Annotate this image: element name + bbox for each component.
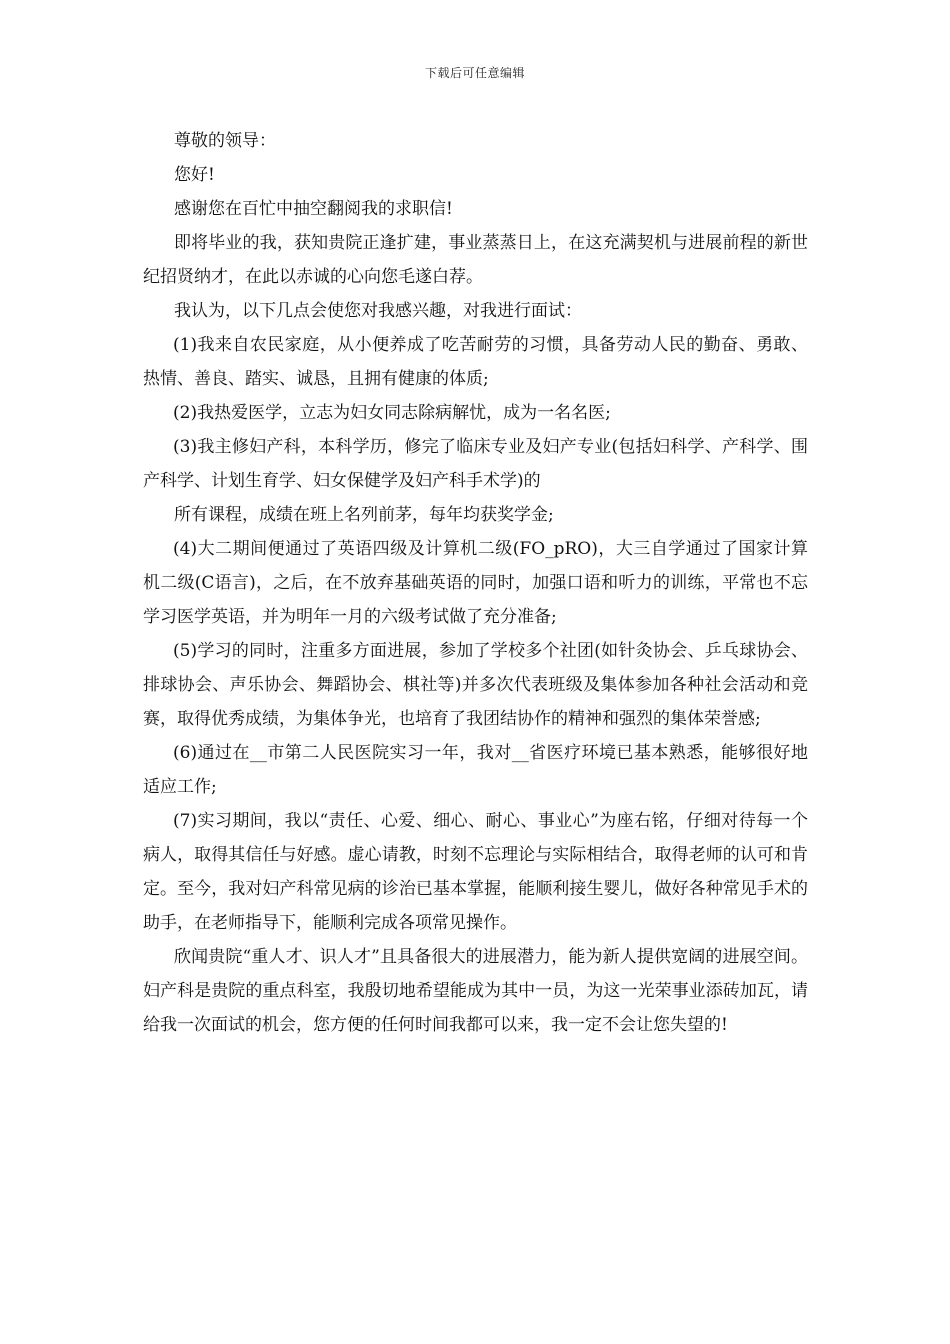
point-6: (6)通过在__市第二人民医院实习一年，我对__省医疗环境已基本熟悉，能够很好地适应工作;	[143, 743, 808, 797]
letter-body	[143, 124, 808, 1042]
point-3-continued: 所有课程，成绩在班上名列前茅，每年均获奖学金;	[174, 505, 554, 525]
point-4: (4)大二期间便通过了英语四级及计算机二级(FO_pRO)，大三自学通过了国家计算机二级(C语言)，之后，在不放弃基础英语的同时，加强口语和听力的训练，平常也不忘学习医学英语，并为明年一月的六级考试做了充分准备;	[143, 539, 808, 627]
point-2: (2)我热爱医学，立志为妇女同志除病解忧，成为一名名医;	[173, 403, 611, 423]
closing-paragraph: 欣闻贵院“重人才、识人才”且具备很大的进展潜力，能为新人提供宽阔的进展空间。妇产科是贵院的重点科室，我殷切地希望能成为其中一员，为这一光荣事业添砖加瓦，请给我一次面试的机会，您方便的任何时间我都可以来，我一定不会让您失望的!	[143, 947, 808, 1035]
intro-paragraph: 即将毕业的我，获知贵院正逢扩建，事业蒸蒸日上，在这充满契机与进展前程的新世纪招贤纳才，在此以赤诚的心向您毛遂白荐。	[143, 233, 808, 287]
point-7: (7)实习期间，我以“责任、心爱、细心、耐心、事业心”为座右铭，仔细对待每一个病人，取得其信任与好感。虚心请教，时刻不忘理论与实际相结合，取得老师的认可和肯定。至今，我对妇产科常见病的诊治已基本掌握，能顺利接生婴儿，做好各种常见手术的助手，在老师指导下，能顺利完成各项常见操作。	[143, 811, 808, 933]
salutation: 尊敬的领导：	[174, 131, 276, 151]
lead-paragraph: 我认为，以下几点会使您对我感兴趣，对我进行面试：	[174, 301, 582, 321]
point-5: (5)学习的同时，注重多方面进展，参加了学校多个社团(如针灸协会、乒乓球协会、排球协会、声乐协会、舞蹈协会、棋社等)并多次代表班级及集体参加各种社会活动和竞赛，取得优秀成绩，为集体争光，也培育了我团结协作的精神和强烈的集体荣誉感;	[143, 641, 808, 729]
greeting: 您好!	[174, 165, 215, 185]
point-3: (3)我主修妇产科，本科学历，修完了临床专业及妇产专业(包括妇科学、产科学、围产科学、计划生育学、妇女保健学及妇产科手术学)的	[143, 437, 808, 491]
thanks-line: 感谢您在百忙中抽空翻阅我的求职信!	[174, 199, 453, 219]
page-header: 下载后可任意编辑	[424, 66, 525, 80]
point-1: (1)我来自农民家庭，从小便养成了吃苦耐劳的习惯，具备劳动人民的勤奋、勇敢、热情、善良、踏实、诚恳，且拥有健康的体质;	[143, 335, 808, 389]
